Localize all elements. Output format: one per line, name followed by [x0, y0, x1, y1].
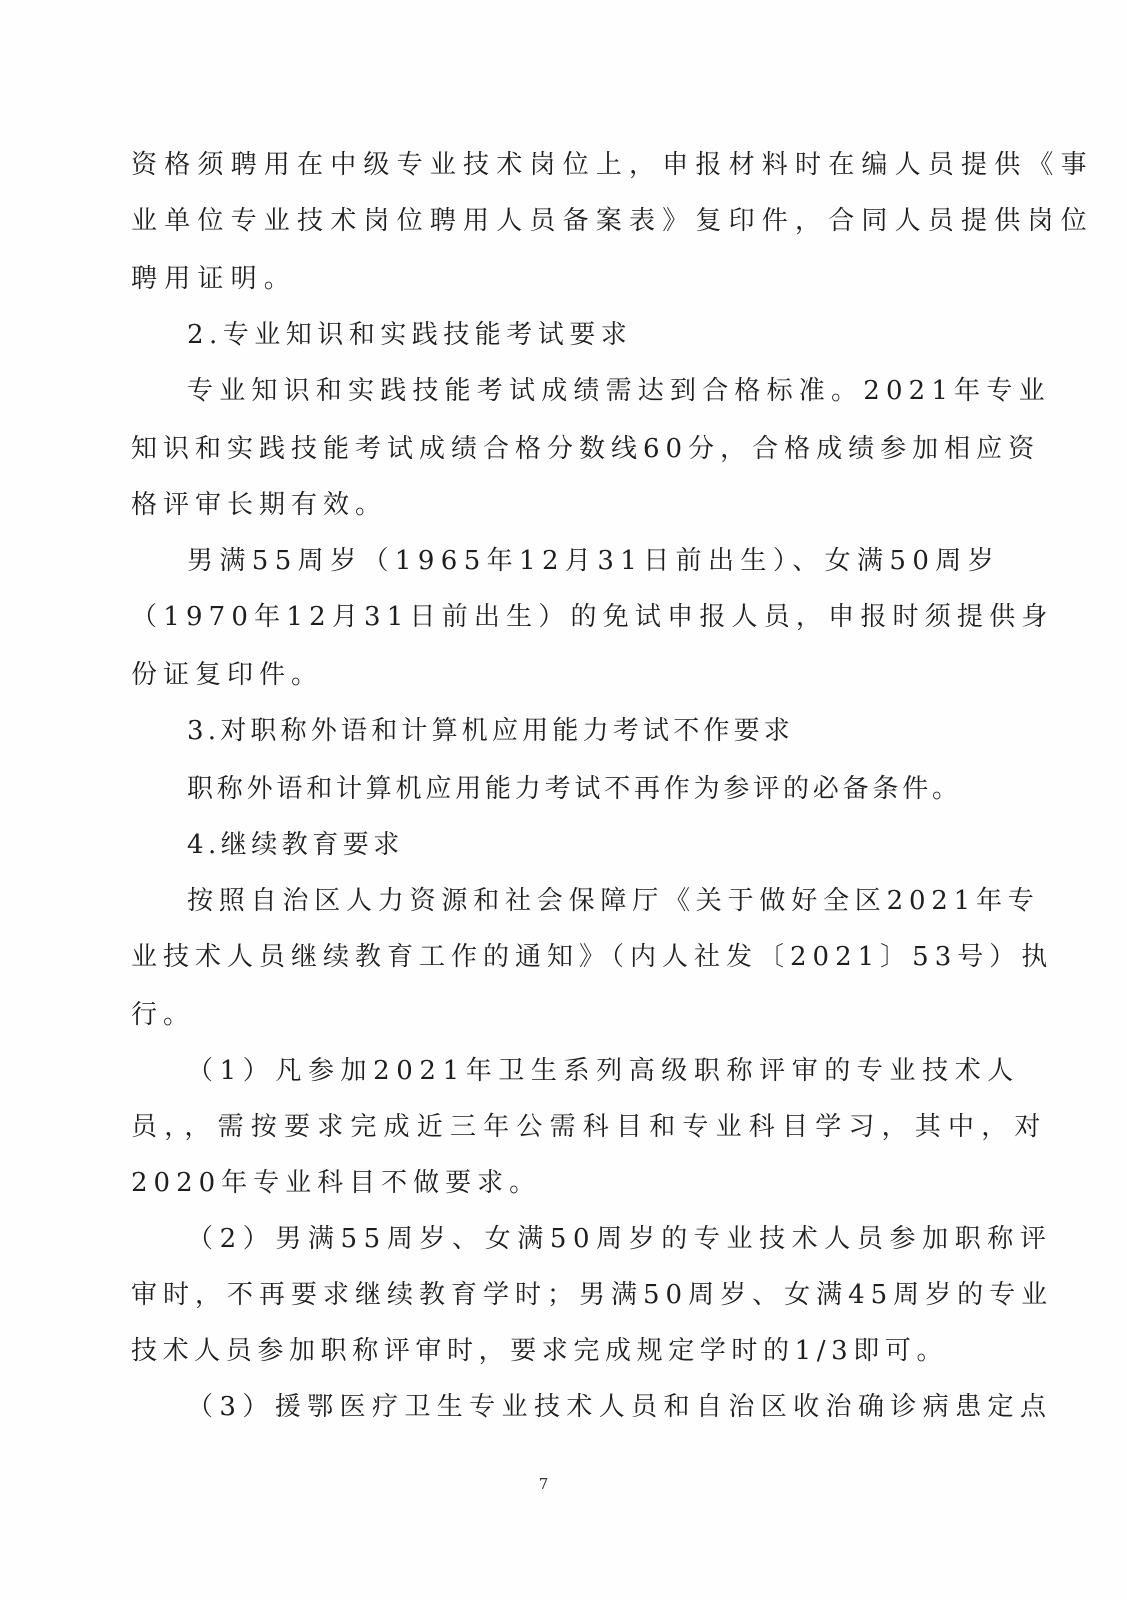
text-line: 行。 [131, 1000, 196, 1030]
text-line: 员，，需按要求完成近三年公需科目和专业科目学习，其中，对 [131, 1112, 1048, 1142]
text-line: 2020年专业科目不做要求。 [131, 1168, 542, 1198]
section-heading: 3.对职称外语和计算机应用能力考试不作要求 [187, 716, 795, 746]
text-line: 男满55周岁（1965年12月31日前出生）、女满50周岁 [187, 546, 1001, 576]
text-line: 职称外语和计算机应用能力考试不再作为参评的必备条件。 [187, 774, 962, 804]
text-line: （1）凡参加2021年卫生系列高级职称评审的专业技术人 [187, 1056, 1020, 1086]
text-line: 按照自治区人力资源和社会保障厅《关于做好全区2021年专 [187, 886, 1040, 916]
page-number: 7 [538, 1475, 549, 1493]
section-heading: 2.专业知识和实践技能考试要求 [187, 320, 633, 350]
text-line: 份证复印件。 [131, 660, 324, 690]
text-line: 格评审长期有效。 [131, 490, 388, 520]
text-line: 知识和实践技能考试成绩合格分数线60分，合格成绩参加相应资 [131, 434, 1041, 464]
text-line: （1970年12月31日前出生）的免试申报人员，申报时须提供身 [131, 602, 1054, 632]
text-line: 业单位专业技术岗位聘用人员备案表》复印件，合同人员提供岗位 [131, 206, 1094, 236]
text-line: 聘用证明。 [131, 264, 298, 294]
text-line: 专业知识和实践技能考试成绩需达到合格标准。2021年专业 [187, 376, 1051, 406]
text-line: 资格须聘用在中级专业技术岗位上，申报材料时在编人员提供《事 [131, 150, 1094, 180]
text-line: 审时，不再要求继续教育学时；男满50周岁、女满45周岁的专业 [131, 1280, 1054, 1310]
section-heading: 4.继续教育要求 [187, 830, 404, 860]
text-line: 业技术人员继续教育工作的通知》（内人社发〔2021〕53号）执 [131, 942, 1054, 972]
text-line: 技术人员参加职称评审时，要求完成规定学时的1/3即可。 [131, 1336, 949, 1366]
text-line: （3）援鄂医疗卫生专业技术人员和自治区收治确诊病患定点 [187, 1392, 1053, 1422]
text-line: （2）男满55周岁、女满50周岁的专业技术人员参加职称评 [187, 1224, 1053, 1254]
